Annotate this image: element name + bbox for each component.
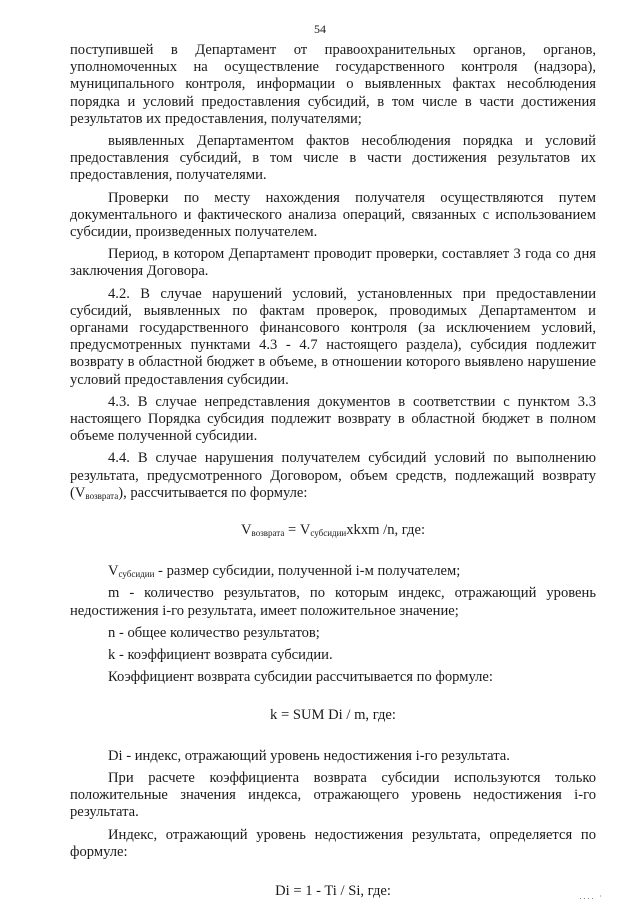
paragraph: Период, в котором Департамент проводит проверки, составляет 3 года со дня заключения Договора.	[70, 246, 596, 280]
definition-n: n - общее количество результатов;	[108, 624, 320, 641]
footer-marks: .... ·	[579, 892, 604, 901]
paragraph: выявленных Департаментом фактов несоблюдения порядка и условий предоставления субсидий, в том числе в части достижения результатов их предоставления, получателями.	[70, 133, 596, 184]
page-number: 54	[314, 22, 326, 36]
paragraph: поступившей в Департамент от правоохранительных органов, органов, уполномоченных на осуществление государственного контроля (надзора), муниципального контроля, информации о выявленных фактах несоблюдения порядка и условий предоставления субсидий, в том числе в части достижения результатов их предоставления, получателями;	[70, 42, 596, 127]
paragraph-4-2: 4.2. В случае нарушений условий, установленных при предоставлении субсидий, выявленных по фактам проверок, проводимых Департаментом и органами государственного финансового контроля (за исключением условий, предусмотренных пунктами 4.3 - 4.7 настоящего раздела), субсидия подлежит возврату в областной бюджет в объеме, в отношении которого выявлено нарушение условий предоставления субсидии.	[70, 285, 596, 388]
definition-v-subsidy: $V_{субсидии}$ - размер субсидии, полученной i-м получателем;	[108, 563, 461, 580]
document-body	[70, 42, 596, 924]
definition-k: k - коэффициент возврата субсидии.	[108, 647, 333, 664]
formula-di: Di = 1 - Ti / Si, где:	[275, 882, 391, 899]
formula-k: k = SUM Di / m, где:	[270, 706, 396, 723]
formula-v-return: $V_{возврата}$ = $V_{субсидии}xkxm$ /n, где:	[240, 522, 426, 539]
definition-di: Di - индекс, отражающий уровень недостижения i-го результата.	[108, 747, 510, 764]
paragraph-4-3: 4.3. В случае непредставления документов в соответствии с пунктом 3.3 настоящего Порядка субсидия подлежит возврату в областной бюджет в полном объеме полученной субсидии.	[70, 393, 596, 445]
paragraph-coefficient: Коэффициент возврата субсидии рассчитывается по формуле:	[108, 669, 493, 686]
paragraph-index: Индекс, отражающий уровень недостижения результата, определяется по формуле:	[70, 826, 596, 860]
paragraph: Проверки по месту нахождения получателя осуществляются путем документального и фактического анализа операций, связанных с использованием субсидии, произведенных получателем.	[70, 189, 596, 241]
paragraph-4-4: 4.4. В случае нарушения получателем субсидий условий по выполнению результата, предусмотренного Договором, объем средств, подлежащий возврату $(V_{возврата})$, рассчитывается по формуле:	[70, 450, 596, 501]
definition-m: m - количество результатов, по которым индекс, отражающий уровень недостижения i-го результата, имеет положительное значение;	[70, 585, 596, 619]
paragraph-calc: При расчете коэффициента возврата субсидии используются только положительные значения индекса, отражающего уровень недостижения i-го результата.	[70, 769, 596, 821]
